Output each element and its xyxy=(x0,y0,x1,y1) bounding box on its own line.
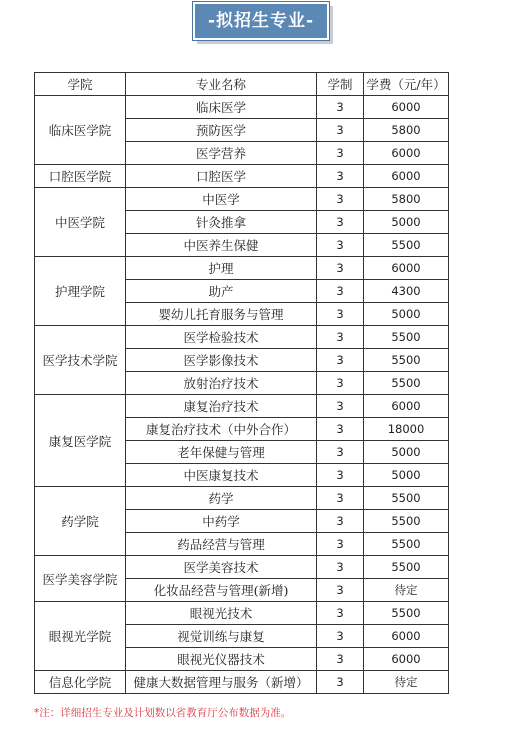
table-row xyxy=(35,395,449,418)
fee-cell: 18000 xyxy=(364,418,449,441)
table-row xyxy=(35,165,449,188)
header-fee: 学费（元/年） xyxy=(364,73,449,96)
major-cell: 中医学 xyxy=(126,188,317,211)
fee-cell: 6000 xyxy=(364,142,449,165)
major-cell: 中医康复技术 xyxy=(126,464,317,487)
years-cell: 3 xyxy=(317,487,364,510)
table-row xyxy=(35,602,449,625)
years-cell: 3 xyxy=(317,418,364,441)
major-cell: 护理 xyxy=(126,257,317,280)
fee-cell: 5500 xyxy=(364,602,449,625)
years-cell: 3 xyxy=(317,142,364,165)
fee-cell: 5500 xyxy=(364,349,449,372)
table-row xyxy=(35,257,449,280)
years-cell: 3 xyxy=(317,372,364,395)
major-cell: 中药学 xyxy=(126,510,317,533)
fee-cell: 5500 xyxy=(364,556,449,579)
years-cell: 3 xyxy=(317,349,364,372)
college-cell: 信息化学院 xyxy=(35,671,126,694)
fee-cell: 6000 xyxy=(364,257,449,280)
years-cell: 3 xyxy=(317,188,364,211)
fee-cell: 5500 xyxy=(364,326,449,349)
college-cell: 康复医学院 xyxy=(35,395,126,487)
major-cell: 中医养生保健 xyxy=(126,234,317,257)
years-cell: 3 xyxy=(317,510,364,533)
years-cell: 3 xyxy=(317,464,364,487)
years-cell: 3 xyxy=(317,602,364,625)
fee-cell: 5500 xyxy=(364,510,449,533)
years-cell: 3 xyxy=(317,234,364,257)
table-header xyxy=(35,73,449,96)
header-row xyxy=(35,73,449,96)
table-row xyxy=(35,556,449,579)
fee-cell: 6000 xyxy=(364,96,449,119)
college-cell: 护理学院 xyxy=(35,257,126,326)
years-cell: 3 xyxy=(317,303,364,326)
major-cell: 眼视光技术 xyxy=(126,602,317,625)
years-cell: 3 xyxy=(317,671,364,694)
major-cell: 健康大数据管理与服务（新增） xyxy=(126,671,317,694)
major-cell: 老年保健与管理 xyxy=(126,441,317,464)
fee-cell: 5500 xyxy=(364,234,449,257)
table-row xyxy=(35,96,449,119)
years-cell: 3 xyxy=(317,625,364,648)
major-cell: 放射治疗技术 xyxy=(126,372,317,395)
college-cell: 眼视光学院 xyxy=(35,602,126,671)
fee-cell: 5500 xyxy=(364,533,449,556)
college-cell: 医学技术学院 xyxy=(35,326,126,395)
fee-cell: 6000 xyxy=(364,165,449,188)
years-cell: 3 xyxy=(317,257,364,280)
college-cell: 口腔医学院 xyxy=(35,165,126,188)
fee-cell: 5000 xyxy=(364,303,449,326)
years-cell: 3 xyxy=(317,96,364,119)
fee-cell: 6000 xyxy=(364,395,449,418)
college-cell: 药学院 xyxy=(35,487,126,556)
years-cell: 3 xyxy=(317,441,364,464)
years-cell: 3 xyxy=(317,326,364,349)
years-cell: 3 xyxy=(317,556,364,579)
major-cell: 助产 xyxy=(126,280,317,303)
fee-cell: 待定 xyxy=(364,579,449,602)
fee-cell: 5500 xyxy=(364,487,449,510)
major-cell: 眼视光仪器技术 xyxy=(126,648,317,671)
table-row xyxy=(35,326,449,349)
fee-cell: 6000 xyxy=(364,648,449,671)
major-cell: 药学 xyxy=(126,487,317,510)
major-cell: 医学影像技术 xyxy=(126,349,317,372)
major-cell: 预防医学 xyxy=(126,119,317,142)
table-row xyxy=(35,487,449,510)
fee-cell: 5000 xyxy=(364,211,449,234)
major-cell: 康复治疗技术 xyxy=(126,395,317,418)
fee-cell: 4300 xyxy=(364,280,449,303)
major-cell: 临床医学 xyxy=(126,96,317,119)
table-body xyxy=(35,96,449,694)
major-cell: 口腔医学 xyxy=(126,165,317,188)
major-cell: 医学营养 xyxy=(126,142,317,165)
table-row xyxy=(35,188,449,211)
page-title: -拟招生专业- xyxy=(193,2,329,40)
title-banner xyxy=(193,2,333,44)
years-cell: 3 xyxy=(317,395,364,418)
college-cell: 临床医学院 xyxy=(35,96,126,165)
years-cell: 3 xyxy=(317,648,364,671)
header-years: 学制 xyxy=(317,73,364,96)
college-cell: 医学美容学院 xyxy=(35,556,126,602)
major-cell: 针灸推拿 xyxy=(126,211,317,234)
fee-cell: 5800 xyxy=(364,188,449,211)
major-cell: 视觉训练与康复 xyxy=(126,625,317,648)
years-cell: 3 xyxy=(317,280,364,303)
fee-cell: 5500 xyxy=(364,372,449,395)
header-major: 专业名称 xyxy=(126,73,317,96)
years-cell: 3 xyxy=(317,579,364,602)
fee-cell: 5800 xyxy=(364,119,449,142)
fee-cell: 6000 xyxy=(364,625,449,648)
college-cell: 中医学院 xyxy=(35,188,126,257)
major-cell: 婴幼儿托育服务与管理 xyxy=(126,303,317,326)
major-cell: 康复治疗技术（中外合作） xyxy=(126,418,317,441)
years-cell: 3 xyxy=(317,165,364,188)
table-row xyxy=(35,671,449,694)
fee-cell: 5000 xyxy=(364,441,449,464)
major-cell: 药品经营与管理 xyxy=(126,533,317,556)
major-cell: 医学美容技术 xyxy=(126,556,317,579)
fee-cell: 待定 xyxy=(364,671,449,694)
header-college: 学院 xyxy=(35,73,126,96)
major-cell: 化妆品经营与管理(新增) xyxy=(126,579,317,602)
years-cell: 3 xyxy=(317,211,364,234)
years-cell: 3 xyxy=(317,533,364,556)
years-cell: 3 xyxy=(317,119,364,142)
fee-cell: 5000 xyxy=(364,464,449,487)
major-cell: 医学检验技术 xyxy=(126,326,317,349)
majors-table xyxy=(34,72,449,694)
footnote: *注：详细招生专业及计划数以省教育厅公布数据为准。 xyxy=(34,707,292,719)
